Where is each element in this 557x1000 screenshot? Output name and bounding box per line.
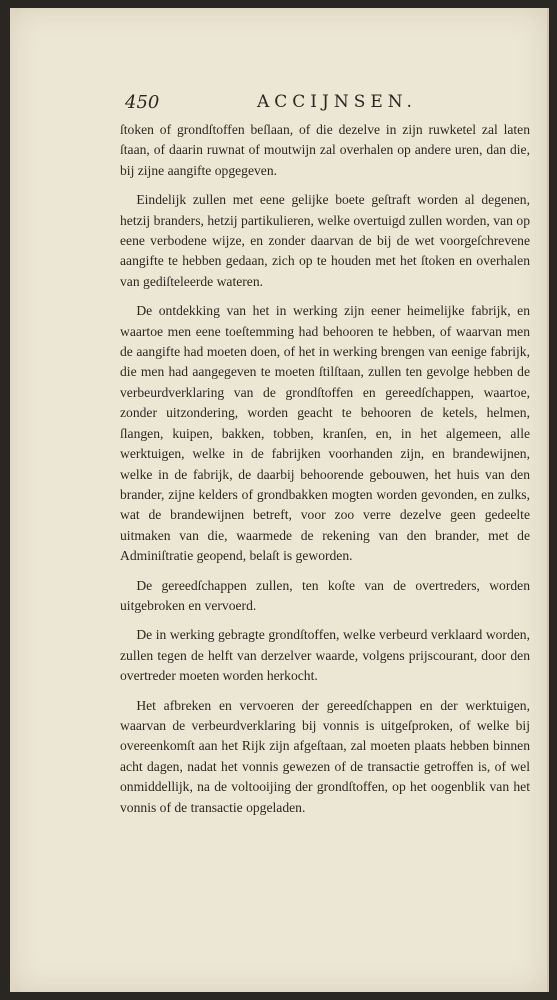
paragraph-continuation: ſtoken of grondſtoffen beſlaan, of die dezelve in zijn ruwketel zal laten ſtaan, of daarin ruwnat of moutwijn zal overhalen op andere uren, dan die, bij zijne aangifte opgegeven. [120, 122, 530, 178]
paragraph-dismantling: Het afbreken en vervoeren der gereedſchappen en der werktuigen, waarvan de verbeurdverklaring bij vonnis is uitgeſproken, of welke bij overeenkomſt aan het Rijk zijn afgeſtaan, zal moeten plaats hebben binnen acht dagen, nadat het vonnis gewezen of de transactie getroffen is, of wel onmiddellijk, na de voltooijing der grondſtoffen, op het oogenblik van het vonnis of de transactie opgeladen. [120, 697, 530, 815]
paragraph-penalty-others: Eindelijk zullen met eene gelijke boete geſtraft worden al degenen, hetzij branders, hetzij partikulieren, welke overtuigd zullen worden, van op eene verbodene wijze, en zonder daarvan de bij de wet voorgeſchrevene aangifte te hebben gedaan, zich op te houden met het ſtoken en overhalen van gediſteleerde wateren. [120, 192, 530, 289]
body-text [120, 120, 530, 818]
paragraph-raw-materials: De in werking gebragte grondſtoffen, welke verbeurd verklaard worden, zullen tegen de helft van derzelver waarde, volgens prijscourant, door den overtreder moeten worden herkocht. [120, 627, 530, 684]
running-title: ACCIJNSEN. [257, 92, 417, 112]
page-number: 450 [125, 92, 160, 113]
paragraph-discovery-factory: De ontdekking van het in werking zijn eener heimelijke fabrijk, en waartoe men eene toeſtemming had behooren te hebben, of waarvan men de aangifte had moeten doen, of het in werking brengen van eenige fabrijk, die men had aangegeven te moeten ſtilſtaan, zullen ten gevolge hebben de verbeurdverklaring van de grondſtoffen en gereedſchappen, waartoe, zonder uitzondering, worden geacht te behooren de ketels, helmen, ſlangen, kuipen, bakken, tobben, kranſen, en, in het algemeen, alle werktuigen, welke in de fabrijken voorhanden zijn, en brandewijnen, welke in de fabrijk, de daarbij behoorende gebouwen, het huis van den brander, zijne kelders of grondbakken mogten worden gevonden, en zulks, wat de brandewijnen betreft, voor zoo verre dezelve geen gedeelte uitmaken van die, waarmede de rekening van den brander, met de Adminiſtratie geopend, belaſt is geworden. [120, 303, 530, 564]
paragraph-tools-removed: De gereedſchappen zullen, ten koſte van de overtreders, worden uitgebroken en vervoerd. [120, 577, 530, 613]
page-header [125, 86, 535, 116]
